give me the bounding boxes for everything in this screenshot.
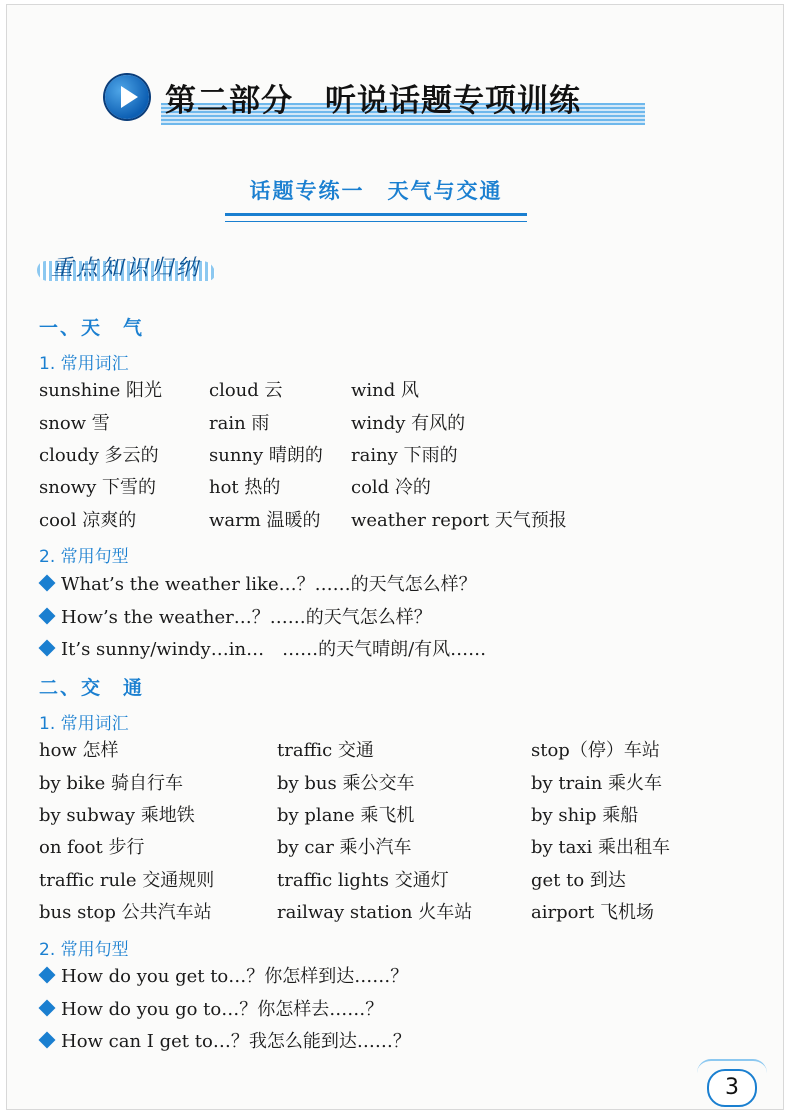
vocab-heading-traffic: 1. 常用词汇 bbox=[39, 714, 129, 734]
sentence-item bbox=[37, 632, 486, 664]
diamond-bullet-icon bbox=[39, 967, 56, 984]
play-icon bbox=[105, 75, 149, 119]
vocab-item: by bus 乘公交车 bbox=[277, 772, 415, 794]
vocab-item: rain 雨 bbox=[209, 412, 270, 434]
vocab-row bbox=[39, 798, 670, 830]
sentence-item bbox=[37, 959, 411, 991]
vocab-list-weather bbox=[39, 373, 567, 535]
badge-text: 重点知识归纳 bbox=[51, 256, 202, 281]
diamond-bullet-icon bbox=[39, 639, 56, 656]
sentence-text: How can I get to…？我怎么能到达……？ bbox=[61, 1030, 411, 1052]
vocab-item: by ship 乘船 bbox=[531, 804, 639, 826]
sentence-item bbox=[37, 599, 486, 631]
vocab-item: how 怎样 bbox=[39, 740, 119, 762]
vocab-row bbox=[39, 895, 670, 927]
sentence-heading-weather: 2. 常用句型 bbox=[39, 547, 129, 567]
vocab-row bbox=[39, 503, 567, 535]
vocab-item: on foot 步行 bbox=[39, 837, 145, 859]
vocab-item: sunny 晴朗的 bbox=[209, 444, 323, 466]
vocab-item: traffic 交通 bbox=[277, 740, 374, 762]
vocab-row bbox=[39, 733, 670, 765]
vocab-item: traffic lights 交通灯 bbox=[277, 869, 449, 891]
vocab-list-traffic bbox=[39, 733, 670, 927]
page-number: 3 bbox=[707, 1069, 757, 1107]
vocab-item: by train 乘火车 bbox=[531, 772, 663, 794]
vocab-row bbox=[39, 405, 567, 437]
topic-heading bbox=[225, 175, 527, 222]
vocab-item: by car 乘小汽车 bbox=[277, 837, 412, 859]
vocab-item: windy 有风的 bbox=[351, 412, 466, 434]
vocab-item: get to 到达 bbox=[531, 869, 626, 891]
vocab-item: snow 雪 bbox=[39, 412, 110, 434]
sentence-list-traffic bbox=[37, 959, 411, 1056]
section-heading-traffic: 二、交 通 bbox=[39, 677, 145, 699]
vocab-row bbox=[39, 863, 670, 895]
part-title bbox=[105, 73, 645, 125]
diamond-bullet-icon bbox=[39, 999, 56, 1016]
vocab-item: by taxi 乘出租车 bbox=[531, 837, 671, 859]
vocab-item: weather report 天气预报 bbox=[351, 509, 567, 531]
diamond-bullet-icon bbox=[39, 575, 56, 592]
sentence-heading-traffic: 2. 常用句型 bbox=[39, 940, 129, 960]
part-title-text: 第二部分 听说话题专项训练 bbox=[165, 83, 581, 119]
vocab-item: by subway 乘地铁 bbox=[39, 804, 195, 826]
vocab-row bbox=[39, 373, 567, 405]
sentence-item bbox=[37, 567, 486, 599]
section-heading-weather: 一、天 气 bbox=[39, 317, 145, 339]
vocab-item: by plane 乘飞机 bbox=[277, 804, 415, 826]
vocab-item: airport 飞机场 bbox=[531, 902, 655, 924]
topic-title: 话题专练一 天气与交通 bbox=[249, 179, 503, 203]
sentence-text: What’s the weather like…？……的天气怎么样？ bbox=[61, 574, 477, 596]
key-points-badge bbox=[37, 251, 215, 281]
vocab-item: cloudy 多云的 bbox=[39, 444, 159, 466]
vocab-row bbox=[39, 765, 670, 797]
sentence-text: It’s sunny/windy…in… ……的天气晴朗/有风…… bbox=[61, 638, 487, 660]
vocab-item: bus stop 公共汽车站 bbox=[39, 902, 212, 924]
diamond-bullet-icon bbox=[39, 607, 56, 624]
vocab-item: by bike 骑自行车 bbox=[39, 772, 183, 794]
vocab-item: traffic rule 交通规则 bbox=[39, 869, 215, 891]
vocab-item: hot 热的 bbox=[209, 477, 281, 499]
vocab-item: stop（停）车站 bbox=[531, 740, 660, 762]
sentence-item bbox=[37, 1024, 411, 1056]
vocab-heading-weather: 1. 常用词汇 bbox=[39, 354, 129, 374]
vocab-item: wind 风 bbox=[351, 380, 420, 402]
topic-underline bbox=[225, 213, 527, 222]
sentence-text: How do you get to…？你怎样到达……？ bbox=[61, 966, 409, 988]
vocab-item: cool 凉爽的 bbox=[39, 509, 137, 531]
sentence-text: How’s the weather…？……的天气怎么样？ bbox=[61, 606, 432, 628]
vocab-item: cloud 云 bbox=[209, 380, 283, 402]
vocab-item: rainy 下雨的 bbox=[351, 444, 458, 466]
vocab-item: sunshine 阳光 bbox=[39, 380, 162, 402]
vocab-item: cold 冷的 bbox=[351, 477, 431, 499]
sentence-text: How do you go to…？你怎样去……？ bbox=[61, 998, 384, 1020]
vocab-item: snowy 下雪的 bbox=[39, 477, 156, 499]
vocab-row bbox=[39, 438, 567, 470]
sentence-item bbox=[37, 991, 411, 1023]
sentence-list-weather bbox=[37, 567, 486, 664]
vocab-item: railway station 火车站 bbox=[277, 902, 473, 924]
vocab-row bbox=[39, 470, 567, 502]
vocab-row bbox=[39, 830, 670, 862]
diamond-bullet-icon bbox=[39, 1031, 56, 1048]
vocab-item: warm 温暖的 bbox=[209, 509, 321, 531]
textbook-page bbox=[6, 4, 784, 1110]
